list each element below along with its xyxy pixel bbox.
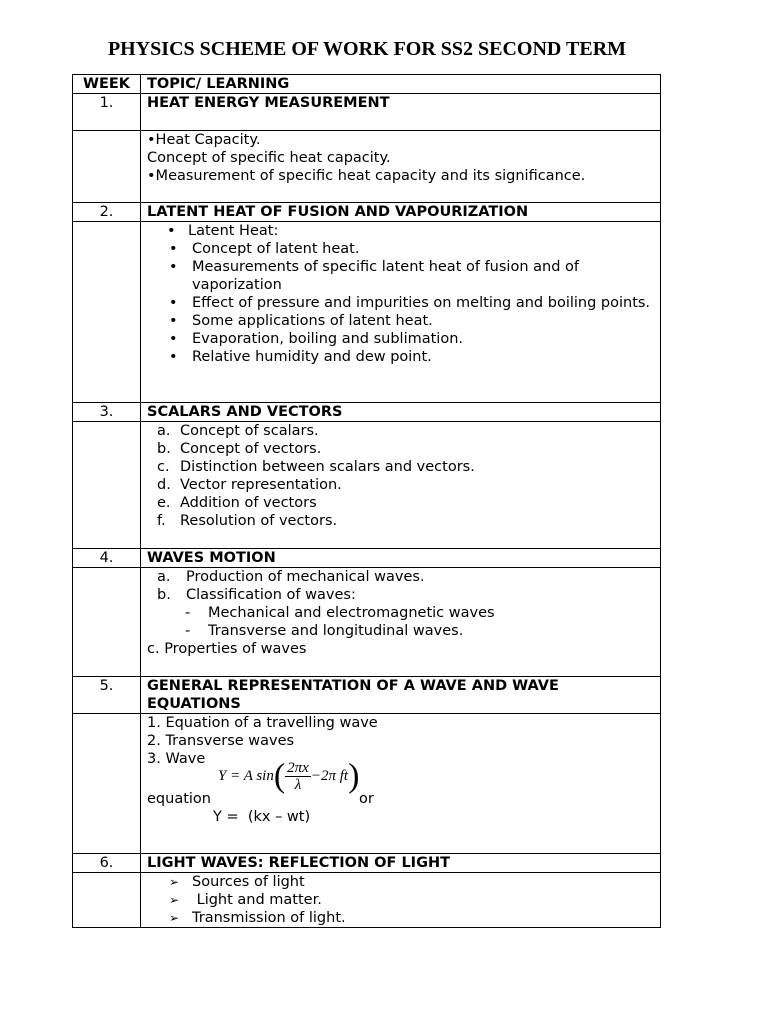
list-text: Addition of vectors — [180, 495, 317, 511]
list-text: Concept of scalars. — [180, 423, 319, 439]
week-number: 5. — [73, 677, 141, 714]
content-line: c. Properties of waves — [147, 641, 307, 657]
topic-header: TOPIC/ LEARNING — [141, 75, 661, 94]
table-header-row — [73, 75, 661, 94]
list-item — [147, 586, 654, 604]
lettered-list — [147, 568, 654, 604]
week-5-content-row — [73, 714, 661, 854]
content-line: •Measurement of specific heat capacity and its significance. — [147, 168, 586, 184]
list-text: Vector representation. — [180, 477, 342, 493]
week-4-heading-row — [73, 549, 661, 568]
list-item: • Measurements of specific latent heat of fusion and of vaporization — [147, 258, 654, 294]
list-text: Distinction between scalars and vectors. — [180, 459, 475, 475]
list-marker: b. — [157, 441, 171, 457]
content-line: •Heat Capacity. — [147, 132, 261, 148]
week-number: 6. — [73, 854, 141, 873]
wave-equation — [218, 757, 360, 795]
list-item — [147, 422, 654, 440]
list-item: • Relative humidity and dew point. — [147, 348, 654, 366]
list-item: • Latent Heat: — [147, 222, 654, 240]
content-line: 3. Wave — [147, 751, 206, 767]
bracket-close: ) — [348, 757, 360, 795]
list-item: ➢ Sources of light — [147, 873, 654, 891]
list-item — [147, 458, 654, 476]
topic-content — [141, 131, 661, 203]
week-3-content-row — [73, 422, 661, 549]
fraction — [285, 760, 311, 793]
week-number: 4. — [73, 549, 141, 568]
list-text: Concept of vectors. — [180, 441, 322, 457]
list-marker: b. — [157, 587, 171, 603]
week-3-heading-row — [73, 403, 661, 422]
list-item: • Effect of pressure and impurities on melting and boiling points. — [147, 294, 654, 312]
list-item: • Concept of latent heat. — [147, 240, 654, 258]
week-6-heading-row — [73, 854, 661, 873]
document-title: PHYSICS SCHEME OF WORK FOR SS2 SECOND TERM — [107, 38, 627, 60]
empty-cell — [73, 568, 141, 677]
scheme-table — [72, 74, 661, 928]
or-text: or — [359, 791, 374, 807]
topic-heading: HEAT ENERGY MEASUREMENT — [141, 94, 661, 131]
week-2-heading-row — [73, 203, 661, 222]
topic-heading: WAVES MOTION — [141, 549, 661, 568]
list-item: ➢ Transmission of light. — [147, 909, 654, 927]
list-item — [147, 568, 654, 586]
list-text: Resolution of vectors. — [180, 513, 338, 529]
list-marker: e. — [157, 495, 171, 511]
bullet-list — [147, 222, 654, 366]
content-line: 1. Equation of a travelling wave — [147, 715, 378, 731]
topic-content — [141, 714, 661, 854]
topic-heading: GENERAL REPRESENTATION OF A WAVE AND WAVE EQUATIONS — [141, 677, 661, 714]
list-marker: c. — [157, 459, 170, 475]
dash-list — [147, 604, 654, 640]
week-4-content-row — [73, 568, 661, 677]
week-6-content-row — [73, 873, 661, 928]
fraction-denominator: λ — [294, 777, 302, 793]
week-2-content-row — [73, 222, 661, 403]
list-item — [147, 512, 654, 530]
fraction-numerator: 2πx — [287, 760, 309, 776]
list-item: • Some applications of latent heat. — [147, 312, 654, 330]
empty-cell — [73, 422, 141, 549]
list-marker: f. — [157, 513, 166, 529]
list-item — [147, 494, 654, 512]
list-item: - Transverse and longitudinal waves. — [147, 622, 654, 640]
list-item: - Mechanical and electromagnetic waves — [147, 604, 654, 622]
list-item: ➢ Light and matter. — [147, 891, 654, 909]
week-header: WEEK — [73, 75, 141, 94]
list-item: • Evaporation, boiling and sublimation. — [147, 330, 654, 348]
list-marker: d. — [157, 477, 171, 493]
list-text: Classification of waves: — [186, 587, 356, 603]
topic-heading: LATENT HEAT OF FUSION AND VAPOURIZATION — [141, 203, 661, 222]
topic-content — [141, 568, 661, 677]
lettered-list — [147, 422, 654, 530]
alt-equation: Y = (kx – wt) — [213, 809, 311, 825]
equation-label: equation — [147, 791, 211, 807]
week-number: 1. — [73, 94, 141, 131]
week-1-content-row — [73, 131, 661, 203]
topic-heading: SCALARS AND VECTORS — [141, 403, 661, 422]
week-1-heading-row — [73, 94, 661, 131]
list-item — [147, 476, 654, 494]
list-marker: a. — [157, 423, 171, 439]
empty-cell — [73, 714, 141, 854]
list-item — [147, 440, 654, 458]
empty-cell — [73, 131, 141, 203]
topic-content — [141, 873, 661, 928]
week-number: 3. — [73, 403, 141, 422]
equation-tail: −2π ft — [310, 767, 349, 784]
empty-cell — [73, 222, 141, 403]
bracket-open: ( — [273, 757, 286, 795]
arrow-list — [147, 873, 654, 927]
list-text: Production of mechanical waves. — [186, 569, 425, 585]
week-5-heading-row — [73, 677, 661, 714]
week-number: 2. — [73, 203, 141, 222]
content-line: Concept of specific heat capacity. — [147, 150, 391, 166]
topic-content — [141, 422, 661, 549]
empty-cell — [73, 873, 141, 928]
content-line: 2. Transverse waves — [147, 733, 295, 749]
topic-content — [141, 222, 661, 403]
list-marker: a. — [157, 569, 171, 585]
topic-heading: LIGHT WAVES: REFLECTION OF LIGHT — [141, 854, 661, 873]
equation-lhs: Y = A sin — [218, 767, 274, 784]
